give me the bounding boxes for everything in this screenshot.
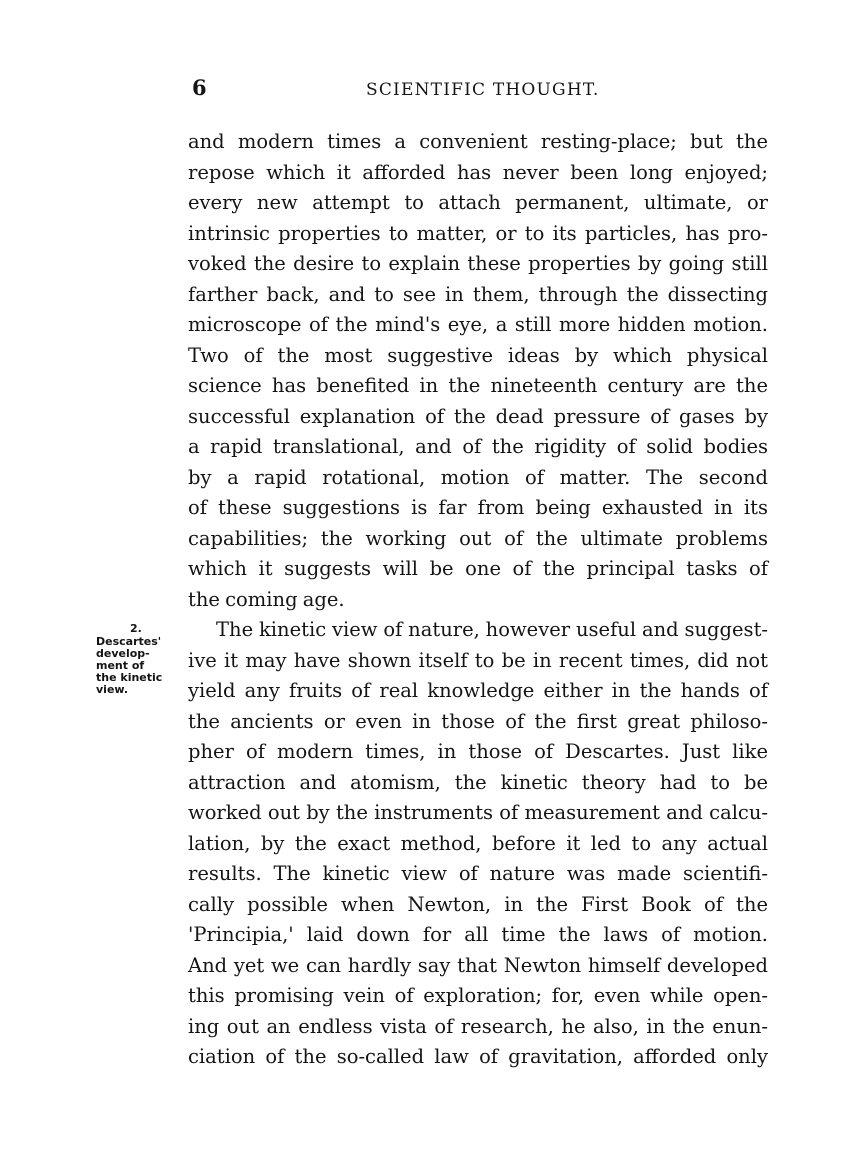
text-line: attraction and atomism, the kinetic theory had to be [188,770,768,794]
text-line: cally possible when Newton, in the First Book of the [188,892,768,916]
text-line: Two of the most suggestive ideas by which physical [188,343,768,367]
text-line: worked out by the instruments of measurement and calcu- [188,801,768,824]
text-line: this promising vein of exploration; for, even while open- [188,984,768,1007]
text-line: lation, by the exact method, before it led to any actual [188,831,768,855]
text-line: science has benefited in the nineteenth century are the [188,374,768,397]
text-line: which it suggests will be one of the principal tasks of [188,557,768,580]
text-line: repose which it afforded has never been long enjoyed; [188,160,768,184]
text-line: farther back, and to see in them, through the dissecting [188,282,768,306]
paragraph-first-line: The kinetic view of nature, however useful and suggest- [216,618,768,641]
text-line: ive it may have shown itself to be in recent times, did not [188,648,768,672]
text-line: voked the desire to explain these properties by going still [188,252,768,275]
text-line: every new attempt to attach permanent, ultimate, or [188,191,768,214]
sidenote [96,636,186,696]
text-line: the coming age. [188,587,345,611]
text-line: 'Principia,' laid down for all time the laws of motion. [188,923,768,946]
text-line: pher of modern times, in those of Descartes. Just like [188,740,768,763]
text-line: ciation of the so-called law of gravitation, afforded only [188,1045,768,1068]
text-line: capabilities; the working out of the ultimate problems [188,526,768,550]
text-line: ing out an endless vista of research, he also, in the enun- [188,1014,768,1038]
sidenote-section-number: 2. [130,622,142,635]
body-text [188,127,768,1073]
text-line: a rapid translational, and of the rigidity of solid bodies [188,435,768,458]
sidenote-line: the kinetic [96,671,163,684]
text-line: intrinsic properties to matter, or to its particles, has pro- [188,221,768,245]
text-line: by a rapid rotational, motion of matter. The second [188,465,768,489]
text-line: results. The kinetic view of nature was made scientifi- [188,862,768,885]
sidenote-line: ment of [96,659,145,672]
sidenote-line: view. [96,683,129,696]
text-line: and modern times a convenient resting-place; but the [188,130,768,153]
text-line: And yet we can hardly say that Newton himself developed [188,953,768,977]
text-line: microscope of the mind's eye, a still more hidden motion. [188,313,768,336]
page-number: 6 [192,75,207,100]
running-head: SCIENTIFIC THOUGHT. [366,80,600,100]
text-line: the ancients or even in those of the first great philoso- [188,709,768,733]
sidenote-line: develop- [96,647,150,660]
text-line: yield any fruits of real knowledge either in the hands of [188,679,768,702]
sidenote-line: Descartes' [96,635,162,648]
text-line: of these suggestions is far from being exhausted in its [188,496,768,519]
text-line: successful explanation of the dead pressure of gases by [188,404,768,428]
